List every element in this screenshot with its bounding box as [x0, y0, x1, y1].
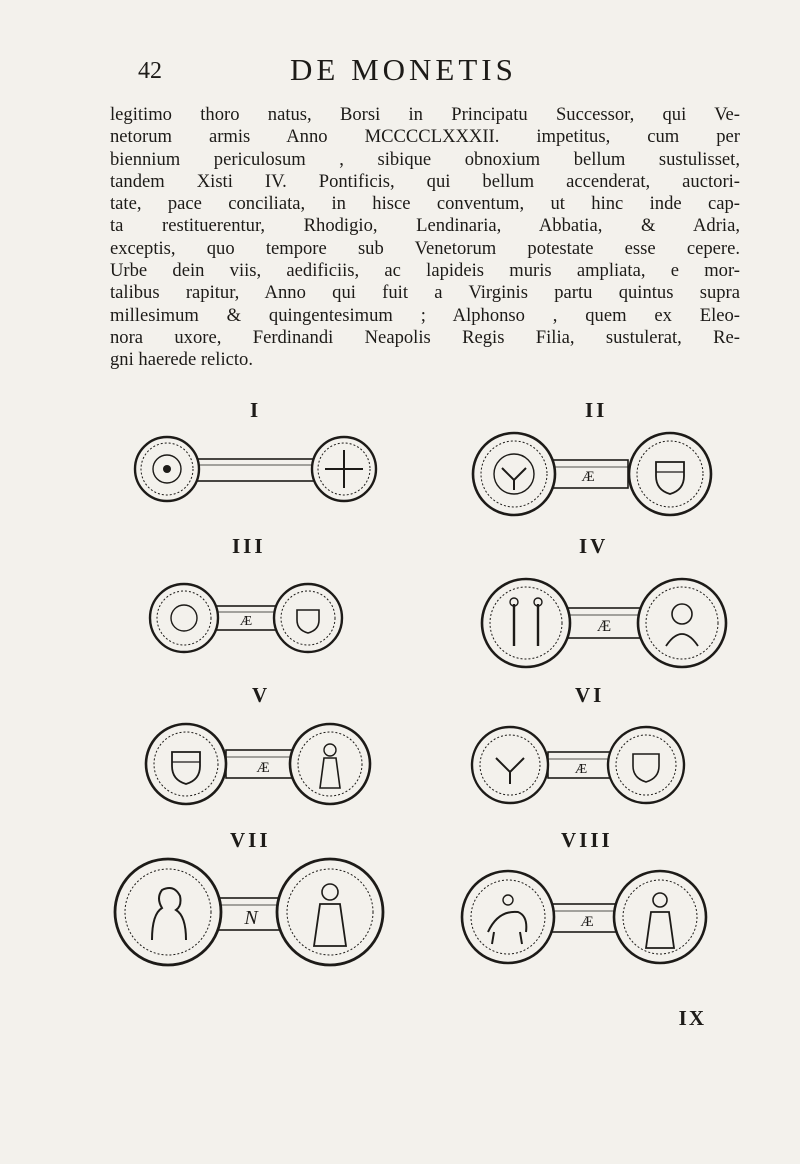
metal-mark: Æ: [580, 914, 594, 930]
body-paragraph: [110, 104, 740, 372]
figure-label-1: I: [250, 398, 262, 422]
text-line: biennium periculosum , sibique obnoxium bellum sustulisset,: [110, 148, 740, 170]
coin-obverse-icon: [115, 859, 221, 965]
figure-label-4: IV: [579, 534, 609, 558]
text-line: netorum armis Anno MCCCCLXXXII. impetitus, cum per: [110, 126, 740, 148]
metal-mark: Æ: [596, 618, 612, 635]
metal-mark: N: [244, 907, 258, 929]
metal-mark: Æ: [256, 760, 270, 776]
coin-pair-1: [132, 432, 382, 507]
text-line: tandem Xisti IV. Pontificis, qui bellum accenderat, auctori-: [110, 170, 740, 192]
coin-pair-4: [480, 574, 730, 672]
coin-pair-5: [144, 718, 376, 810]
running-header: [138, 52, 598, 92]
coin-pair-6: [470, 722, 692, 808]
text-line: millesimum & quingentesimum ; Alphonso , quem ex Eleo-: [110, 304, 740, 326]
figure-label-7: VII: [230, 828, 271, 852]
coin-obverse-icon: [473, 433, 555, 515]
coin-reverse-icon: [614, 871, 706, 963]
text-line: legitimo thoro natus, Borsi in Principatu Successor, qui Ve-: [110, 104, 740, 125]
figure-label-3: III: [232, 534, 266, 558]
coin-obverse-icon: [462, 871, 554, 963]
coin-obverse-icon: [150, 584, 218, 652]
coin-reverse-icon: [312, 437, 376, 501]
coin-obverse-icon: [482, 579, 570, 667]
coin-obverse-icon: [146, 724, 226, 804]
figure-label-5: V: [252, 683, 271, 707]
page-number: 42: [138, 58, 162, 84]
text-line: nora uxore, Ferdinandi Neapolis Regis Filia, sustulerat, Re-: [110, 326, 740, 348]
coin-reverse-icon: [274, 584, 342, 652]
text-line: ta restituerentur, Rhodigio, Lendinaria, Abbatia, & Adria,: [110, 215, 740, 237]
coin-pair-3: [148, 578, 344, 656]
coin-obverse-icon: [472, 727, 548, 803]
catchword: IX: [678, 1006, 706, 1030]
coin-pair-7: [112, 854, 384, 972]
text-line: exceptis, quo tempore sub Venetorum potestate esse cepere.: [110, 237, 740, 259]
coin-reverse-icon: [629, 433, 711, 515]
figure-label-2: II: [585, 398, 608, 422]
text-line: tate, pace conciliata, in hisce conventum, ut hinc inde cap-: [110, 193, 740, 215]
coin-obverse-icon: [135, 437, 199, 501]
coin-reverse-icon: [608, 727, 684, 803]
coin-reverse-icon: [290, 724, 370, 804]
figure-label-8: VIII: [561, 828, 613, 852]
running-title: DE MONETIS: [290, 52, 517, 87]
coin-reverse-icon: [277, 859, 383, 965]
text-line: Urbe dein viis, aedificiis, ac lapideis muris ampliata, e mor-: [110, 260, 740, 282]
metal-mark: Æ: [239, 614, 253, 629]
coin-reverse-icon: [638, 579, 726, 667]
coin-pair-2: [470, 428, 715, 520]
metal-mark: Æ: [581, 469, 595, 485]
metal-mark: Æ: [574, 762, 588, 777]
text-line: talibus rapitur, Anno qui fuit a Virginis partu quintus supra: [110, 282, 740, 304]
figure-label-6: VI: [575, 683, 605, 707]
text-line: gni haerede relicto.: [110, 349, 253, 371]
coin-pair-8: [458, 866, 710, 968]
